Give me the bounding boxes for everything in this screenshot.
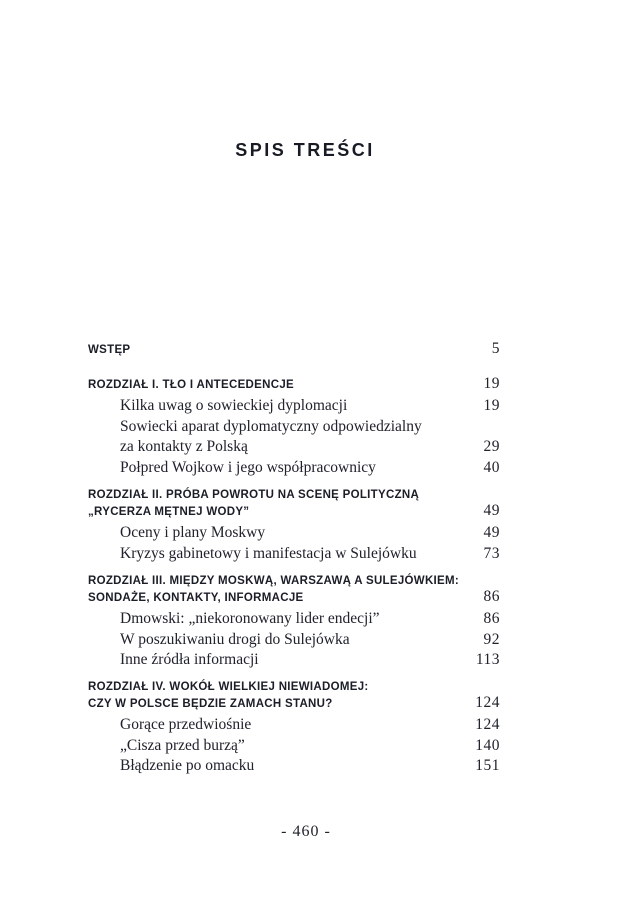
toc-heading-row — [88, 573, 500, 589]
toc-item-row — [88, 417, 500, 438]
toc-page-number: 151 — [475, 757, 500, 775]
toc-heading-row — [88, 589, 500, 606]
toc-section — [88, 341, 500, 358]
toc-item-line: Oceny i plany Moskwy — [120, 524, 266, 541]
toc-page-number: 113 — [475, 651, 500, 669]
toc-page-number: 124 — [475, 694, 500, 711]
toc-item-line: W poszukiwaniu drogi do Sulejówka — [120, 630, 350, 648]
toc-page-number: 19 — [483, 397, 500, 414]
toc-items-block — [88, 715, 500, 777]
toc-page-number: 92 — [483, 630, 500, 648]
toc-item-row — [88, 609, 500, 630]
toc-heading-row — [88, 376, 500, 393]
toc-page-number: 86 — [483, 588, 500, 605]
toc-page-number: 140 — [475, 736, 500, 754]
toc-item-row — [88, 650, 500, 671]
toc-heading-row — [88, 341, 500, 358]
toc-section — [88, 573, 500, 671]
toc-heading-line: ROZDZIAŁ III. MIĘDZY MOSKWĄ, WARSZAWĄ A SULEJÓWKIEM: — [88, 575, 460, 587]
toc-page-number: 40 — [483, 459, 500, 477]
toc-heading-line: WSTĘP — [88, 344, 131, 356]
toc-heading-row — [88, 503, 500, 520]
footer-page-number: - 460 - — [281, 823, 331, 840]
toc-heading-line: CZY W POLSCE BĘDZIE ZAMACH STANU? — [88, 698, 333, 710]
toc-page-number: 29 — [483, 438, 500, 456]
toc-item-line: „Cisza przed burzą” — [120, 736, 245, 754]
toc-item-row — [88, 756, 500, 777]
toc-item-row — [88, 715, 500, 736]
toc-page-number: 49 — [483, 502, 500, 519]
toc-item-line: za kontakty z Polską — [120, 438, 248, 456]
toc-item-line: Błądzenie po omacku — [120, 757, 255, 775]
toc-item-line: Połpred Wojkow i jego współpracownicy — [120, 459, 376, 477]
toc-item-line: Gorące przedwiośnie — [120, 716, 252, 733]
toc-item-row — [88, 630, 500, 651]
toc-page-number: 124 — [475, 716, 500, 733]
toc-item-row — [88, 544, 500, 565]
toc-item-row — [88, 523, 500, 544]
toc-page-number: 73 — [483, 544, 500, 562]
toc-heading-line: ROZDZIAŁ IV. WOKÓŁ WIELKIEJ NIEWIADOMEJ: — [88, 681, 369, 693]
toc-item-line: Sowiecki aparat dyplomatyczny odpowiedzialny — [120, 417, 422, 435]
toc-heading-row — [88, 679, 500, 695]
toc-heading-row — [88, 487, 500, 503]
toc-page-number: 5 — [491, 340, 500, 357]
toc-heading-line: SONDAŻE, KONTAKTY, INFORMACJE — [88, 592, 304, 604]
toc-item-line: Inne źródła informacji — [120, 651, 259, 669]
toc-section — [88, 679, 500, 777]
toc-section — [88, 487, 500, 564]
toc-item-line: Dmowski: „niekoronowany lider endecji” — [120, 610, 380, 627]
toc-item-row — [88, 736, 500, 757]
toc-page-number: 19 — [483, 375, 500, 392]
toc-item-row — [88, 458, 500, 479]
toc-item-row — [88, 437, 500, 458]
toc-item-line: Kilka uwag o sowieckiej dyplomacji — [120, 397, 348, 414]
toc-heading-line: „RYCERZA MĘTNEJ WODY” — [88, 506, 250, 518]
toc-heading-line: ROZDZIAŁ I. TŁO I ANTECEDENCJE — [88, 379, 294, 391]
toc-page-number: 86 — [483, 610, 500, 627]
page-title: SPIS TREŚCI — [235, 140, 375, 160]
toc-page-number: 49 — [483, 524, 500, 541]
toc-heading-line: ROZDZIAŁ II. PRÓBA POWROTU NA SCENĘ POLITYCZNĄ — [88, 489, 420, 501]
toc-items-block — [88, 523, 500, 564]
toc-section — [88, 376, 500, 479]
toc-heading-row — [88, 695, 500, 712]
toc-items-block — [88, 396, 500, 479]
toc-item-row — [88, 396, 500, 417]
toc-item-line: Kryzys gabinetowy i manifestacja w Sulejówku — [120, 544, 417, 562]
toc-items-block — [88, 609, 500, 671]
